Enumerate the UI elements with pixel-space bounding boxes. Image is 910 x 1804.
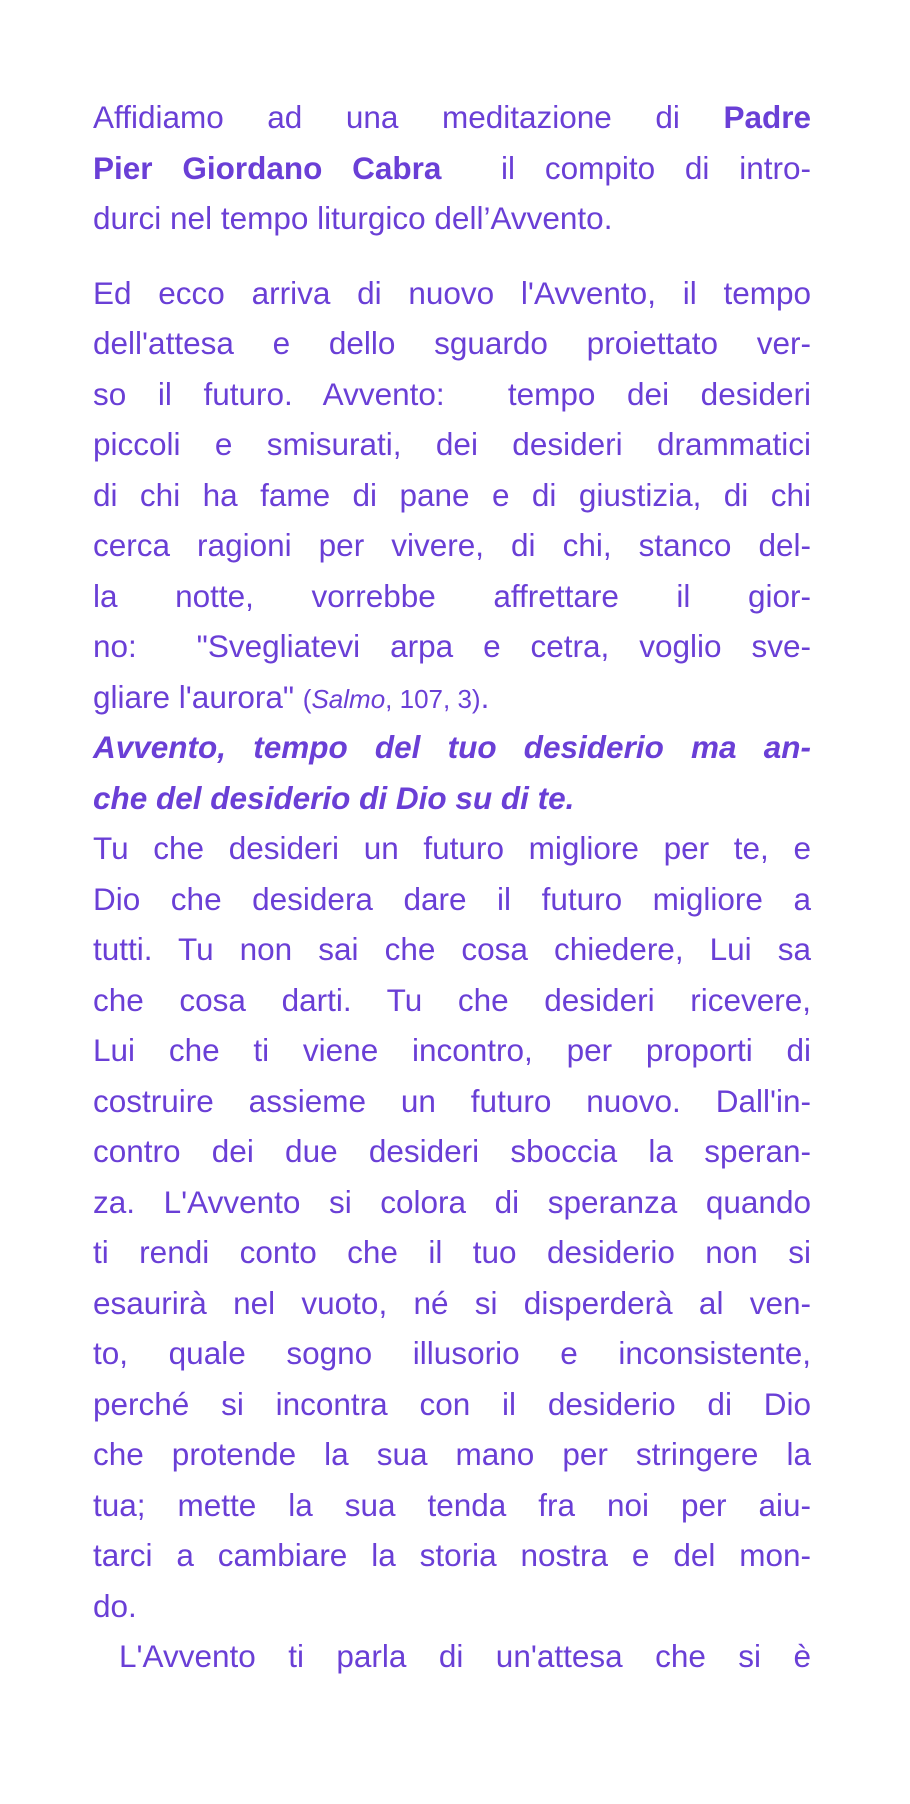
heading-line: che del desiderio di Dio su di te. <box>93 779 575 816</box>
body-paragraph <box>93 1631 811 1682</box>
author-name: Pier Giordano Cabra <box>93 149 442 186</box>
text-line: piccoli e smisurati, dei desideri drammatici <box>93 426 811 462</box>
citation: (Salmo, 107, 3) <box>302 683 481 714</box>
emphasis-heading <box>93 722 811 823</box>
text-line: so il futuro. Avvento: tempo dei desideri <box>93 375 811 412</box>
text-line: contro dei due desideri sboccia la speran- <box>93 1133 811 1169</box>
text-line: che cosa darti. Tu che desideri ricevere, <box>93 981 811 1018</box>
text-line: Tu che desideri un futuro migliore per te, e <box>93 830 811 866</box>
text-line: Dio che desidera dare il futuro migliore a <box>93 880 811 917</box>
text-line: tarci a cambiare la storia nostra e del mon- <box>93 1537 811 1573</box>
text-line: esaurirà nel vuoto, né si disperderà al ven- <box>93 1284 811 1321</box>
text-line: Affidiamo ad una meditazione di Padre <box>93 99 811 135</box>
text-line: durci nel tempo liturgico dell’Avvento. <box>93 200 613 236</box>
text-line: tutti. Tu non sai che cosa chiedere, Lui sa <box>93 931 811 967</box>
text-line: che protende la sua mano per stringere la <box>93 1436 811 1472</box>
text-line: ti rendi conto che il tuo desiderio non si <box>93 1234 811 1270</box>
intro-paragraph <box>93 92 811 244</box>
text-line: Ed ecco arriva di nuovo l'Avvento, il tempo <box>93 274 811 311</box>
text-line: costruire assieme un futuro nuovo. Dall'in- <box>93 1082 811 1119</box>
text-line: di chi ha fame di pane e di giustizia, di chi <box>93 476 811 513</box>
author-name: Padre <box>723 99 811 135</box>
text-line: do. <box>93 1587 137 1624</box>
body-paragraph <box>93 823 811 1631</box>
text-line: no: "Svegliatevi arpa e cetra, voglio sve- <box>93 628 811 664</box>
text-line: dell'attesa e dello sguardo proiettato ver- <box>93 325 811 361</box>
text-line: Pier Giordano Cabra il compito di intro- <box>93 149 811 186</box>
body-paragraph <box>93 268 811 723</box>
text-line: la notte, vorrebbe affrettare il gior- <box>93 577 811 614</box>
text-line: Lui che ti viene incontro, per proporti di <box>93 1032 811 1068</box>
text-line: cerca ragioni per vivere, di chi, stanco del- <box>93 527 811 563</box>
text-line: perché si incontra con il desiderio di Dio <box>93 1385 811 1422</box>
text-line: tua; mette la sua tenda fra noi per aiu- <box>93 1486 811 1523</box>
text-line: za. L'Avvento si colora di speranza quando <box>93 1183 811 1220</box>
text-line: to, quale sogno illusorio e inconsistente, <box>93 1335 811 1371</box>
meditation-text <box>93 92 811 1682</box>
heading-line: Avvento, tempo del tuo desiderio ma an- <box>93 729 811 765</box>
text-line: gliare l'aurora" (Salmo, 107, 3). <box>93 678 490 715</box>
text-line: L'Avvento ti parla di un'attesa che si è <box>119 1638 811 1674</box>
